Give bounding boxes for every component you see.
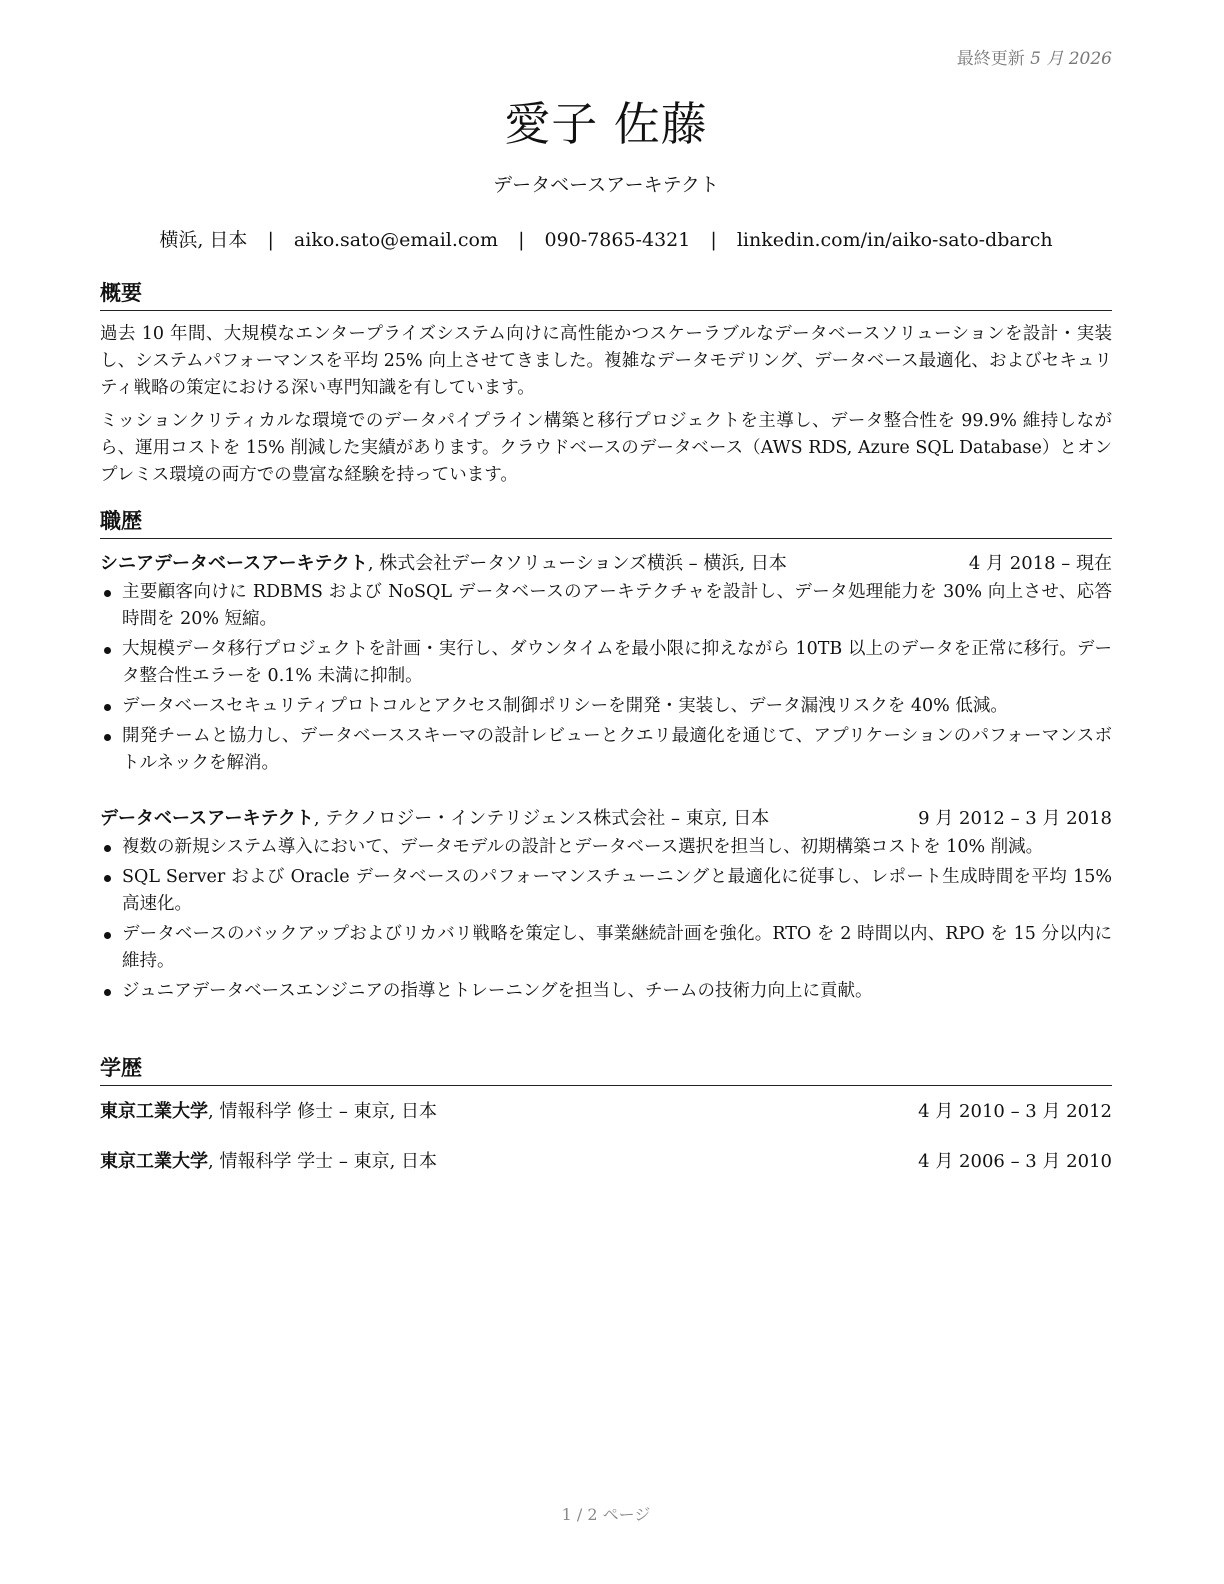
contact-email[interactable]: aiko.sato@email.com: [293, 229, 499, 251]
job-bullet: 開発チームと協力し、データベーススキーマの設計レビューとクエリ最適化を通じて、アプリケーションのパフォーマンスボトルネックを解消。: [100, 723, 1112, 777]
job-header: [100, 804, 1112, 830]
job-bullets: [100, 834, 1112, 1008]
job-bullet: ジュニアデータベースエンジニアの指導とトレーニングを担当し、チームの技術力向上に貢献。: [100, 978, 1112, 1005]
candidate-name: 愛子 佐藤: [504, 97, 708, 151]
contact-separator: |: [710, 229, 717, 251]
job-bullet: データベースのバックアップおよびリカバリ戦略を策定し、事業継続計画を強化。RTO を 2 時間以内、RPO を 15 分以内に維持。: [100, 921, 1112, 975]
job-bullet: 複数の新規システム導入において、データモデルの設計とデータベース選択を担当し、初期構築コストを 10% 削減。: [100, 834, 1112, 861]
contact-location: 横浜, 日本: [159, 229, 248, 251]
contact-separator: |: [267, 229, 274, 251]
job-dates: 4 月 2018 – 現在: [968, 553, 1112, 574]
job-role: データベースアーキテクト: [100, 808, 314, 829]
education-dates: 4 月 2006 – 3 月 2010: [918, 1151, 1112, 1172]
section-heading-education: 学歴: [100, 1052, 1112, 1086]
education-entry: [100, 1097, 1112, 1123]
job-org: , 株式会社データソリューションズ横浜 – 横浜, 日本: [367, 553, 787, 574]
job-bullet: データベースセキュリティプロトコルとアクセス制御ポリシーを開発・実装し、データ漏洩リスクを 40% 低減。: [100, 693, 1112, 720]
education-entry: [100, 1147, 1112, 1173]
last-updated: [957, 44, 1112, 69]
education-detail: , 情報科学 学士 – 東京, 日本: [208, 1151, 438, 1172]
summary-paragraph: 過去 10 年間、大規模なエンタープライズシステム向けに高性能かつスケーラブルなデータベースソリューションを設計・実装し、システムパフォーマンスを平均 25% 向上させてきました。複雑なデータモデリング、データベース最適化、およびセキュリティ戦略の策定における深い専門知識を有しています。: [100, 324, 1112, 398]
job-bullets: [100, 579, 1112, 780]
contact-phone[interactable]: 090-7865-4321: [544, 229, 691, 251]
job-bullet: 大規模データ移行プロジェクトを計画・実行し、ダウンタイムを最小限に抑えながら 10TB 以上のデータを正常に移行。データ整合性エラーを 0.1% 未満に抑制。: [100, 636, 1112, 690]
education-dates: 4 月 2010 – 3 月 2012: [918, 1101, 1112, 1122]
job-role: シニアデータベースアーキテクト: [100, 553, 368, 574]
job-org: , テクノロジー・インテリジェンス株式会社 – 東京, 日本: [313, 808, 770, 829]
last-updated-date: 5 月 2026: [1030, 49, 1112, 69]
candidate-title: データベースアーキテクト: [493, 174, 719, 196]
job-header: [100, 549, 1112, 575]
education-detail: , 情報科学 修士 – 東京, 日本: [208, 1101, 438, 1122]
contact-line: [100, 225, 1112, 252]
job-bullet: 主要顧客向けに RDBMS および NoSQL データベースのアーキテクチャを設計し、データ処理能力を 30% 向上させ、応答時間を 20% 短縮。: [100, 579, 1112, 633]
contact-linkedin[interactable]: linkedin.com/in/aiko-sato-dbarch: [736, 229, 1053, 251]
contact-separator: |: [518, 229, 525, 251]
summary-paragraph: ミッションクリティカルな環境でのデータパイプライン構築と移行プロジェクトを主導し、データ整合性を 99.9% 維持しながら、運用コストを 15% 削減した実績があります。クラウドベースのデータベース（AWS RDS, Azure SQL Database）とオンプレミス環境の両方での豊富な経験を持っています。: [100, 411, 1112, 485]
resume-page: [100, 0, 1112, 1584]
education-school: 東京工業大学: [100, 1101, 208, 1122]
section-heading-experience: 職歴: [100, 505, 1112, 539]
page-number: 1 / 2 ページ: [561, 1505, 651, 1524]
section-heading-summary: 概要: [100, 277, 1112, 311]
last-updated-label: 最終更新: [956, 49, 1025, 69]
job-dates: 9 月 2012 – 3 月 2018: [918, 808, 1112, 829]
education-school: 東京工業大学: [100, 1151, 208, 1172]
job-bullet: SQL Server および Oracle データベースのパフォーマンスチューニングと最適化に従事し、レポート生成時間を平均 15% 高速化。: [100, 864, 1112, 918]
